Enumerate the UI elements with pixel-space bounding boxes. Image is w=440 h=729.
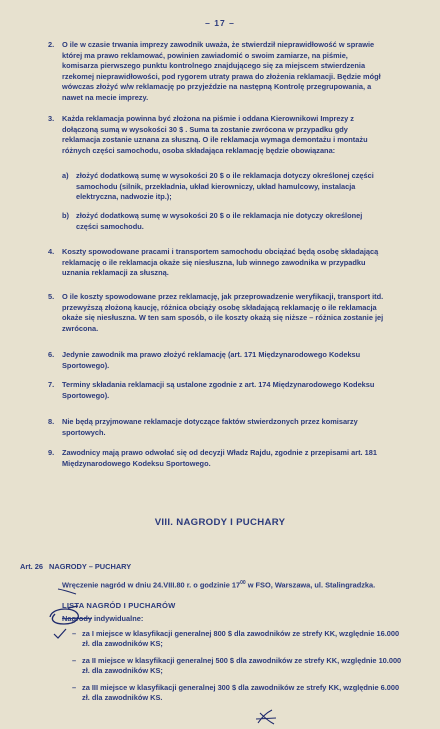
award-time-superscript: 00 bbox=[240, 580, 246, 586]
prize-dash: – bbox=[72, 683, 77, 692]
item-number: 4. bbox=[48, 247, 55, 256]
item-text: O ile w czasie trwania imprezy zawodnik uważa, że stwierdził nieprawidłowość w sprawie której ma prawo reklamować, powinien zawiadomić o swoim zamiarze, na piśmie, komisarza pierwszego punktu kontrolnego znajdującego się za miejscem stwierdzenia rzekomej nieprawidłowości, pod rygorem utraty prawa do złożenia reklamacji. Będzie mógł wówczas złożyć w/w reklamację po przyjeździe na następną Kontrolę przegrupowania, a nawet na mecie imprezy. bbox=[62, 40, 381, 102]
rule-item bbox=[48, 292, 384, 334]
prize-text: za III miejsce w klasyfikacji generalnej 300 $ dla zawodników ze strefy KK, względnie 6.000 zł. dla zawodników KS. bbox=[82, 683, 400, 703]
sub-item-text: złożyć dodatkową sumę w wysokości 20 $ o ile reklamacja dotyczy określonej części samochodu (silnik, przekładnia, układ kierowniczy, układ hamulcowy, instalacja elektryczna, nadwozie itp.); bbox=[76, 171, 374, 202]
article-heading bbox=[20, 562, 131, 571]
rule-item bbox=[48, 350, 384, 371]
handwritten-check-mark bbox=[52, 626, 68, 642]
prize-dash: – bbox=[72, 629, 77, 638]
article-title: NAGRODY – PUCHARY bbox=[49, 562, 132, 571]
prize-item bbox=[72, 656, 402, 676]
rule-item bbox=[48, 247, 384, 279]
sub-item bbox=[62, 171, 384, 203]
individual-prizes-heading bbox=[62, 614, 143, 623]
rule-item bbox=[48, 448, 384, 469]
award-date-suffix: w FSO, Warszawa, ul. Stalingradzka. bbox=[245, 580, 376, 590]
award-ceremony-text bbox=[62, 578, 402, 591]
prize-dash: – bbox=[72, 656, 77, 665]
item-number: 7. bbox=[48, 380, 55, 389]
prize-item bbox=[72, 629, 402, 649]
rule-item bbox=[48, 40, 384, 104]
sub-item-label: a) bbox=[62, 171, 69, 180]
item-text: Terminy składania reklamacji są ustalone zgodnie z art. 174 Międzynarodowego Kodeksu Sportowego). bbox=[62, 380, 375, 400]
item-number: 9. bbox=[48, 448, 55, 457]
rule-item bbox=[48, 417, 384, 438]
item-number: 3. bbox=[48, 114, 55, 123]
individual-label: indywidualne: bbox=[91, 614, 144, 623]
item-number: 6. bbox=[48, 350, 55, 359]
item-number: 5. bbox=[48, 292, 55, 301]
struck-label: Nagrody bbox=[62, 614, 92, 623]
sub-item-label: b) bbox=[62, 211, 69, 220]
item-number: 2. bbox=[48, 40, 55, 49]
page-number: – 17 – bbox=[205, 18, 235, 28]
award-date-prefix: Wręczenie nagród w dniu 24.VIII.80 r. o godzinie 17 bbox=[62, 580, 241, 590]
prize-text: za II miejsce w klasyfikacji generalnej 500 $ dla zawodników ze strefy KK, względnie 10.000 zł. dla zawodników KS; bbox=[82, 656, 402, 676]
prize-list-title: LISTA NAGRÓD I PUCHARÓW bbox=[62, 601, 176, 610]
prize-text: za I miejsce w klasyfikacji generalnej 800 $ dla zawodników ze strefy KK, względnie 16.000 zł. dla zawodników KS; bbox=[82, 629, 400, 649]
handwritten-initial bbox=[254, 707, 280, 727]
item-number: 8. bbox=[48, 417, 55, 426]
item-text: Jedynie zawodnik ma prawo złożyć reklamację (art. 171 Międzynarodowego Kodeksu Sportowego). bbox=[62, 350, 361, 370]
sub-item bbox=[62, 211, 384, 232]
sub-item-text: złożyć dodatkową sumę w wysokości 20 $ o ile reklamacja nie dotyczy określonej części samochodu. bbox=[76, 211, 363, 231]
prize-item bbox=[72, 683, 402, 703]
rule-item bbox=[48, 380, 384, 401]
item-text: O ile koszty spowodowane przez reklamację, jak przeprowadzenie weryfikacji, transport itd. przewyższą złożoną kaucję, różnica obciąży osobę składającą reklamację o ile reklamacja okaże się niesłuszna. W ten sam sposób, o ile koszty okażą się niższe – różnica zostanie jej zwrócona. bbox=[62, 292, 384, 333]
section-title: VIII. NAGRODY I PUCHARY bbox=[154, 517, 286, 528]
item-text: Nie będą przyjmowane reklamacje dotyczące faktów stwierdzonych przez komisarzy sportowych. bbox=[62, 417, 358, 437]
item-text: Każda reklamacja powinna być złożona na piśmie i oddana Kierownikowi Imprezy z dołączoną sumą w wysokości 30 $ . Suma ta zostanie zwrócona w przypadku gdy reklamacja zostanie uznana za słuszną. O ile reklamacja wymaga demontażu i montażu różnych części samochodu, osoba składająca reklamację będzie obowiązana: bbox=[62, 114, 368, 155]
item-text: Koszty spowodowane pracami i transportem samochodu obciążać będą osobę składającą reklamację o ile reklamacja okaże się niesłuszna, lub winnego zawodnika w przypadku uznania reklamacji za słuszną. bbox=[62, 247, 379, 278]
item-text: Zawodnicy mają prawo odwołać się od decyzji Władz Rajdu, zgodnie z przepisami art. 181 Międzynarodowego Kodeksu Sportowego. bbox=[62, 448, 377, 468]
article-label: Art. 26 bbox=[20, 562, 44, 571]
rule-item bbox=[48, 114, 384, 156]
